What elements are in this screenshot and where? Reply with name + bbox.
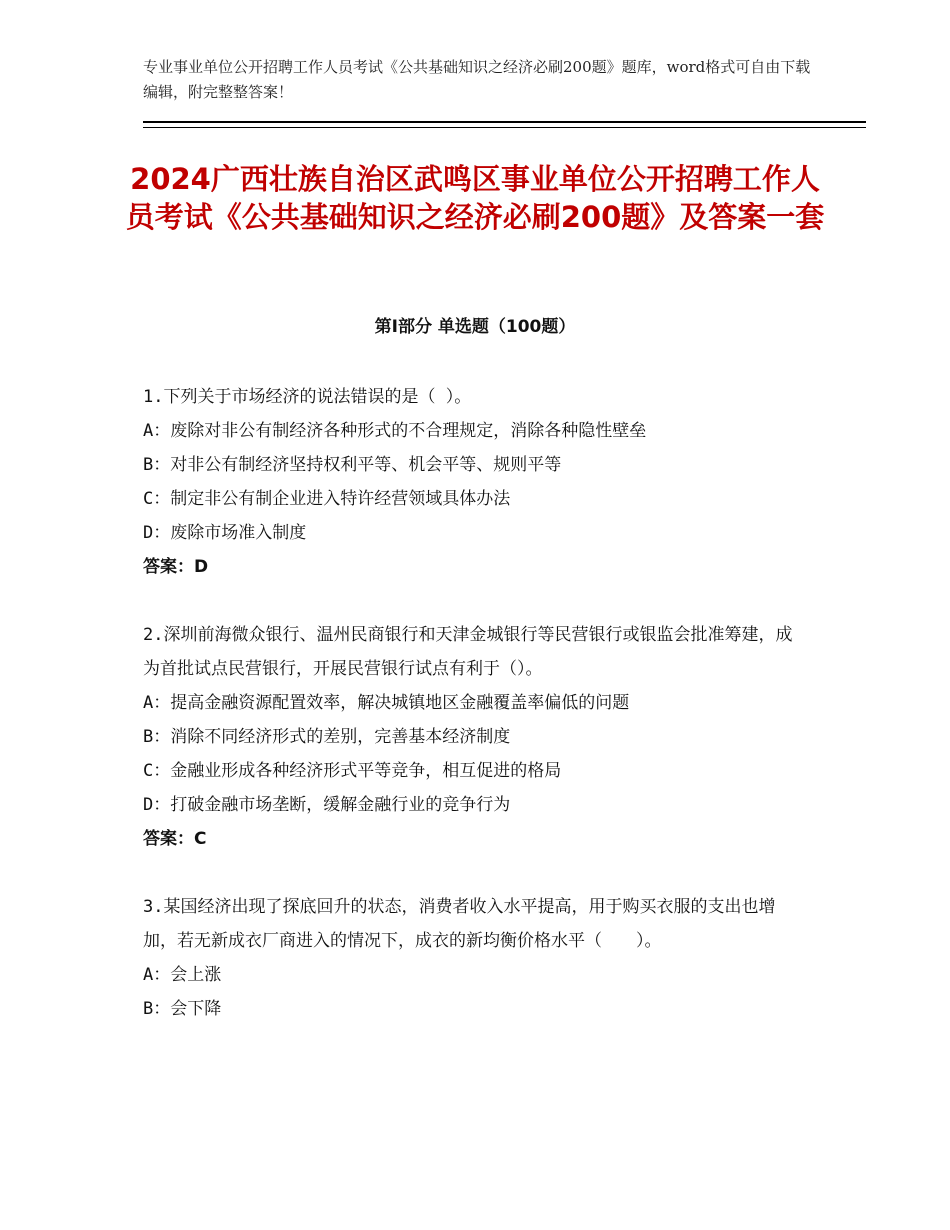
- question-option: A：提高金融资源配置效率，解决城镇地区金融覆盖率偏低的问题: [143, 693, 630, 713]
- question-answer: 答案：C: [143, 829, 207, 849]
- question-stem: 3.某国经济出现了探底回升的状态，消费者收入水平提高，用于购买衣服的支出也增加，若无新成衣厂商进入的情况下，成衣的新均衡价格水平（ ）。: [143, 897, 776, 951]
- question-option: C：金融业形成各种经济形式平等竞争，相互促进的格局: [143, 761, 562, 781]
- document-title: 2024广西壮族自治区武鸣区事业单位公开招聘工作人员考试《公共基础知识之经济必刷200题》及答案一套: [125, 162, 825, 234]
- question-item: [143, 380, 803, 584]
- question-option: B：消除不同经济形式的差别，完善基本经济制度: [143, 727, 511, 747]
- question-option: B：对非公有制经济坚持权利平等、机会平等、规则平等: [143, 455, 562, 475]
- question-option: D：废除市场准入制度: [143, 523, 307, 543]
- question-stem: 2.深圳前海微众银行、温州民商银行和天津金城银行等民营银行或银监会批准筹建，成为首批试点民营银行，开展民营银行试点有利于（）。: [143, 625, 793, 679]
- question-item: [143, 618, 803, 856]
- question-option: C：制定非公有制企业进入特许经营领域具体办法: [143, 489, 511, 509]
- question-list: [143, 380, 803, 1060]
- header-rule-thick: [143, 121, 866, 123]
- section-heading: 第Ⅰ部分 单选题（100题）: [374, 317, 576, 337]
- header-rule-thin: [143, 127, 866, 128]
- question-option: A：会上涨: [143, 965, 222, 985]
- question-item: [143, 890, 803, 1026]
- question-option: B：会下降: [143, 999, 222, 1019]
- question-option: D：打破金融市场垄断，缓解金融行业的竞争行为: [143, 795, 511, 815]
- question-answer: 答案：D: [143, 557, 209, 577]
- question-stem: 1.下列关于市场经济的说法错误的是（ ）。: [143, 387, 472, 407]
- question-option: A：废除对非公有制经济各种形式的不合理规定，消除各种隐性壁垒: [143, 421, 647, 441]
- header-note: 专业事业单位公开招聘工作人员考试《公共基础知识之经济必刷200题》题库，word格式可自由下载编辑，附完整整答案！: [143, 58, 811, 101]
